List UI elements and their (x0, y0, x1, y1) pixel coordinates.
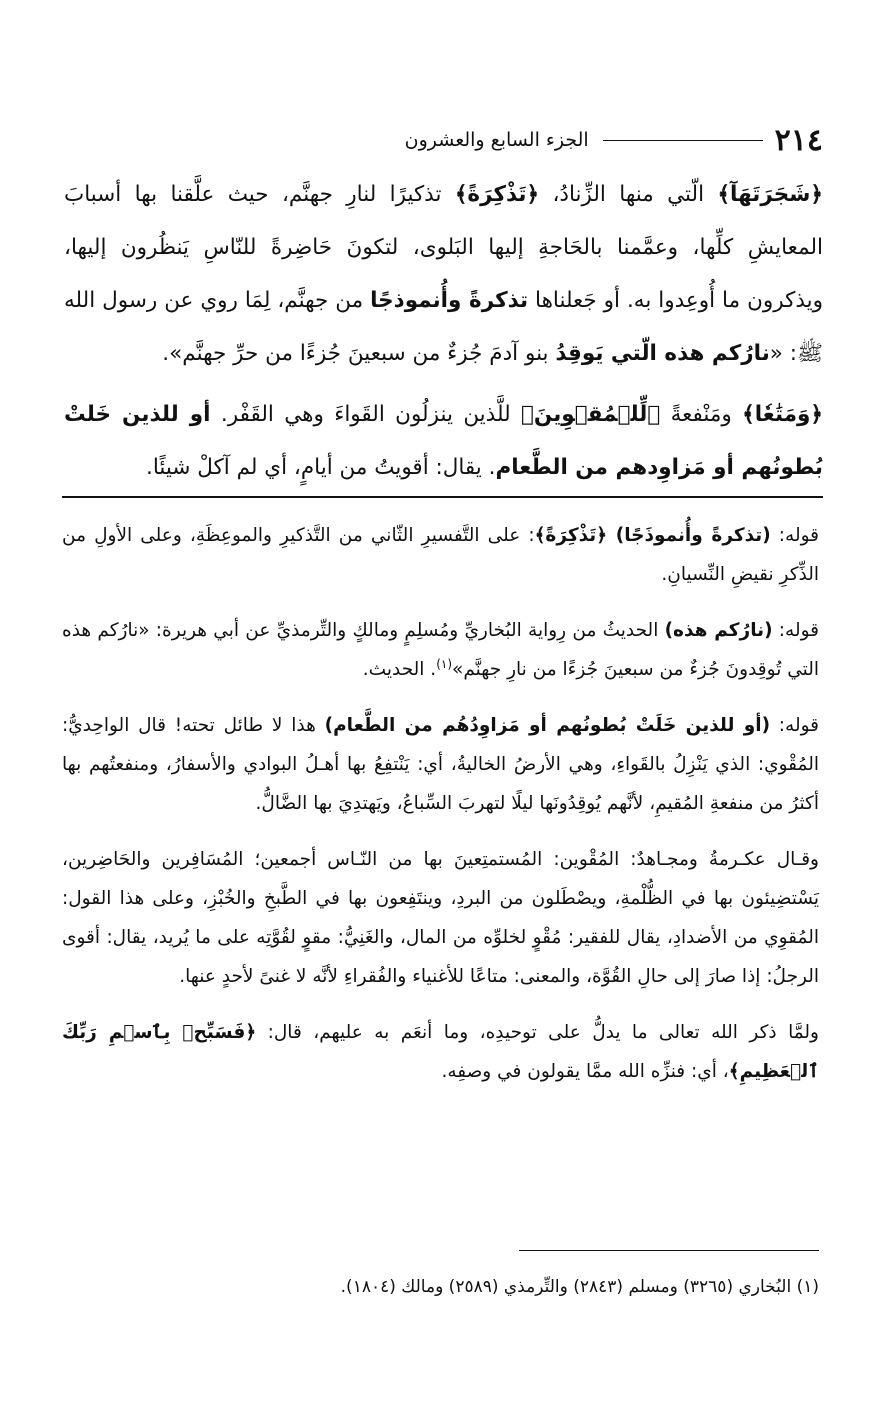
main-text-span: بنو آدمَ جُزءٌ من سبعينَ جُزءًا من حرِّ جهنَّم». (162, 341, 556, 366)
quran-quote: ﴿فَسَبِّحۡ بِٱسۡمِ رَبِّكَ ٱلۡعَظِيمِ﴾ (62, 1022, 819, 1082)
commentary-lemma: (نارُكم هذه) (664, 620, 773, 641)
highlighted-text: نارُكم هذه الّتي يَوقِدُ (555, 341, 770, 366)
commentary-paragraph-1 (62, 516, 819, 594)
commentary-span: قوله: (772, 620, 819, 641)
footnote: (١) البُخاري (٣٢٦٥) ومسلم (٢٨٤٣) والتِّرمذي (٢٥٨٩) ومالك (١٨٠٤). (340, 1277, 819, 1297)
header-rule (603, 140, 763, 141)
quran-quote: ﴿لِّلۡمُقۡوِينَ﴾ (520, 402, 661, 427)
main-text-span: الّتي منها الزِّنادُ، (539, 182, 718, 207)
commentary-span: . الحديث. (362, 659, 437, 680)
main-text-span: . يقال: أقويتُ من أيامٍ، أي لم آكلْ شيئًا. (146, 455, 496, 480)
main-text-span: للَّذين ينزلُون القَواءَ وهي القَفْر. (210, 402, 521, 427)
commentary-lemma: (تذكرةً وأُنموذَجًا) ﴿تَذْكِرَةً﴾ (534, 525, 771, 546)
commentary-span: ولمَّا ذكر الله تعالى ما يدلُّ على توحيدِه، وما أنعَم به عليهم، قال: (256, 1022, 819, 1043)
commentary-span: الحديثُ من رِواية البُخاريِّ ومُسلِمٍ ومالكٍ والتِّرمذيِّ عن أبي هريرة: «نارُكم هذه التي تُوقِدونَ جُزءٌ من سبعينَ جُزءًا من نارِ جهنَّم» (62, 620, 819, 680)
page-number: ٢١٤ (774, 122, 823, 158)
main-text-span: تذكيرًا لنارِ جهنَّم، حيث علَّقنا بها أسبابَ المعايشِ كلِّها، وعمَّمنا بالحَاجةِ إليها البَلوى، لتكونَ حَاضِرةً للنّاسِ يَنظُرون إليها، ويذكرون ما أُوعِدوا به. أو جَعلناها (64, 182, 823, 313)
commentary-span: قوله: (770, 525, 819, 546)
main-text-span: ومَنْفعةً (660, 402, 743, 427)
running-title: الجزء السابع والعشرون (404, 129, 589, 151)
main-paragraph-2 (64, 388, 823, 494)
quran-quote: ﴿وَمَتَٰعٗا﴾ (742, 402, 823, 427)
main-text-span: من جهنَّم، لِمَا روي عن رسول الله ﷺ: « (64, 288, 823, 366)
main-paragraph-1 (64, 168, 823, 380)
commentary-span: : على التَّفسيرِ الثّاني من التَّذكيرِ والموعِظَةِ، وعلى الأولِ من الذِّكرِ نقيضِ النِّسيانِ. (62, 525, 819, 585)
commentary-paragraph-2 (62, 611, 819, 689)
section-divider (62, 496, 823, 498)
footnote-ref[interactable]: (١) (436, 656, 453, 671)
commentary (62, 516, 819, 1091)
commentary-span: قوله: (770, 715, 819, 736)
highlighted-text: أو للذين خَلتْ بُطونُهم أو مَزاوِدهم من الطَّعام (64, 402, 823, 480)
commentary-paragraph-5 (62, 1013, 819, 1091)
highlighted-text: تذكرةً وأُنموذجًا (370, 288, 529, 313)
quran-quote: ﴿تَذْكِرَةً﴾ (454, 182, 540, 207)
commentary-paragraph-4: وقـال عكـرمةُ ومجـاهدٌ: المُقْوين: المُستمتِعينَ بها من النّـاس أجمعين؛ المُسَافِرين والحَاضِرين، يَسْتضِيئون بها في الظُّلْمةِ، ويصْطَلون من البردِ، وينتَفِعون بها في الطَّبخِ والخُبْزِ، وعلى هذا القول: المُقوِي من الأضدادِ، يقال للفقير: مُقْوٍ لخلوِّه من المال، والغَنِيُّ: مقوٍ لقُوَّتِه على ما يُريد، يقال: أقوى الرجلُ: إذا صارَ إلى حالِ القُوَّة، والمعنى: متاعًا للأغنياء والفُقراءِ لأنَّه لا غنىً لأحدٍ عنها. (62, 849, 819, 987)
commentary-paragraph-3 (62, 706, 819, 823)
main-text (64, 168, 823, 494)
commentary-lemma: (أو للذين خَلَتْ بُطونُهم أو مَزاوِدُهُم من الطَّعام) (324, 715, 771, 736)
page-header (62, 120, 823, 160)
footnote-rule (519, 1250, 819, 1251)
commentary-span: هذا لا طائل تحته! قال الواحِديُّ: المُقْوي: الذي يَنْزِلُ بالقَواءِ، وهي الأرضُ الخاليةُ، أي: يَنْتفِعُ بها أهـلُ البوادي والأسفارُ، ومنفعتُهم بها أكثرُ من منفعةِ المُقيمِ، لأنَّهم يُوقِدُونَها ليلًا لتهربَ السِّباعُ، ويَهتدِيَ بها الضَّالُّ. (62, 715, 819, 814)
commentary-span: ، أي: فنزِّه الله ممَّا يقولون في وصفِه. (441, 1061, 729, 1082)
quran-quote: ﴿شَجَرَتَهَآ﴾ (717, 182, 823, 207)
